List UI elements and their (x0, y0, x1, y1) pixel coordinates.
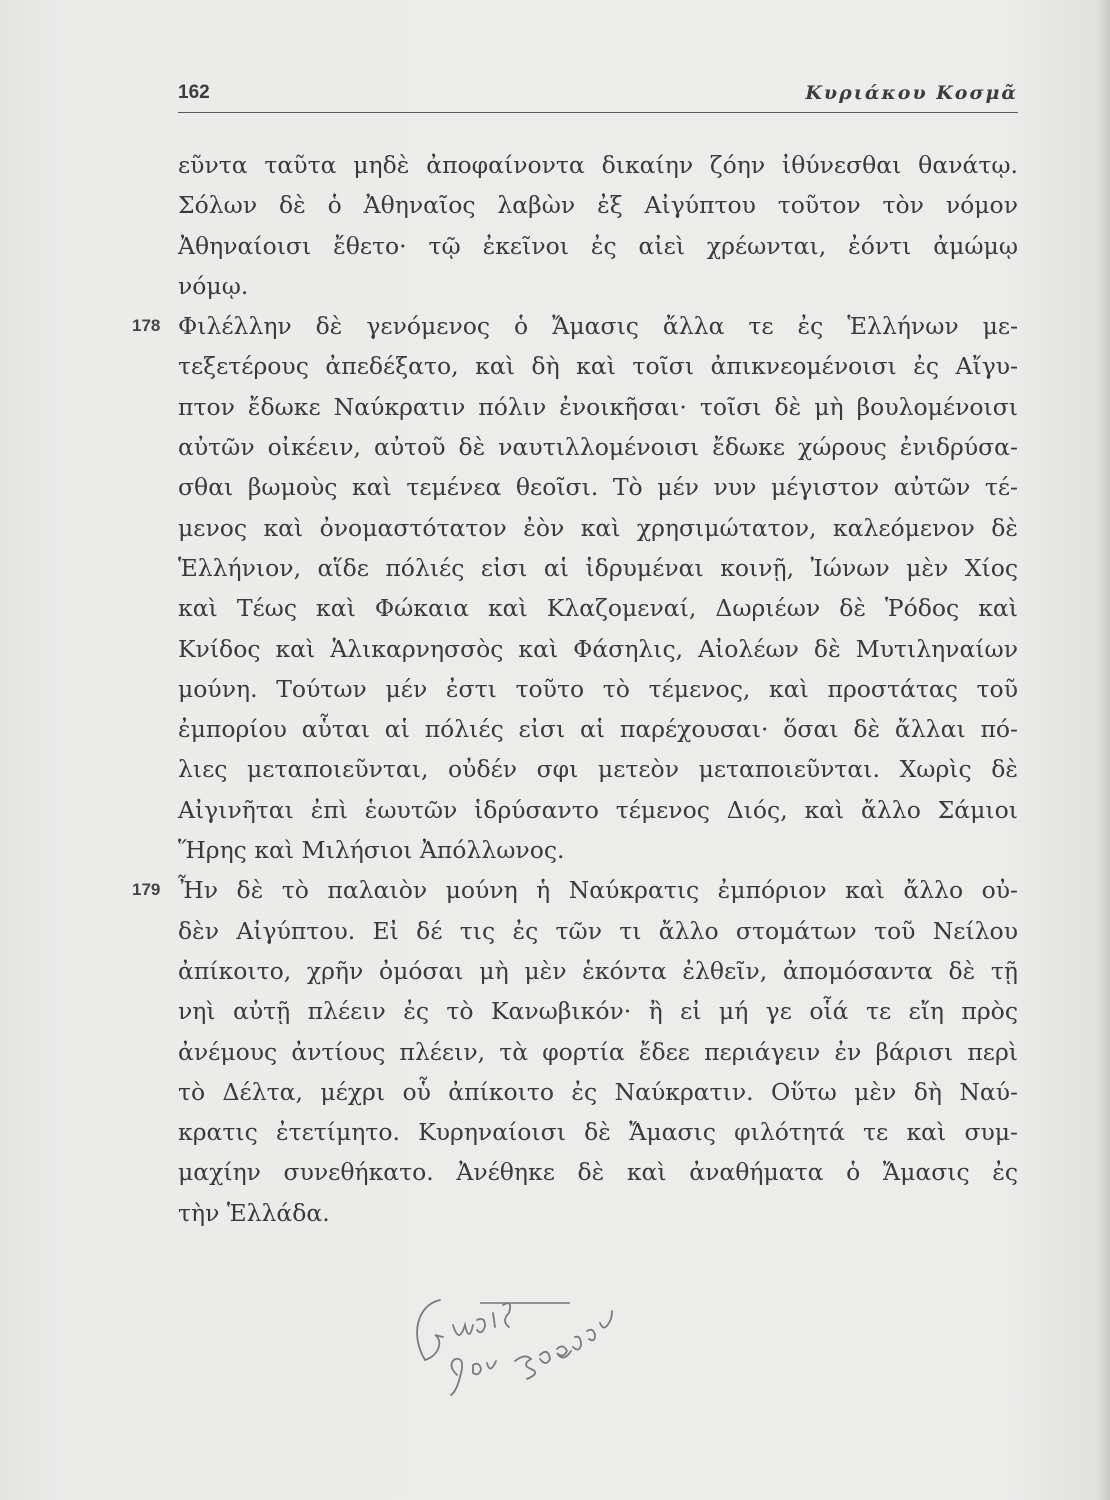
text-line (178, 387, 1018, 427)
line-text: Ἀθηναίοισι ἔθετο· τῷ ἐκεῖνοι ἐς αἰεὶ χρέωνται, ἐόντι ἀμώμῳ (178, 231, 1018, 260)
text-line (178, 1112, 1018, 1152)
line-text: μενος καὶ ὀνομαστότατον ἐὸν καὶ χρησιμώτατον, καλεόμενον δὲ (178, 513, 1018, 542)
line-text: τὸ Δέλτα, μέχρι οὗ ἀπίκοιτο ἐς Ναύκρατιν. Οὕτω μὲν δὴ Ναύ- (178, 1077, 1018, 1106)
line-text: Ἥρης καὶ Μιλήσιοι Ἀπόλλωνος. (178, 836, 565, 865)
line-text: λιες μεταποιεῦνται, οὐδέν σφι μετεὸν μεταποιεῦνται. Χωρὶς δὲ (178, 755, 1018, 784)
text-line (178, 1152, 1018, 1192)
line-text: Κνίδος καὶ Ἁλικαρνησσὸς καὶ Φάσηλις, Αἰολέων δὲ Μυτιληναίων (178, 634, 1018, 663)
text-line (178, 1032, 1018, 1072)
text-line (178, 467, 1018, 507)
text-line (178, 1193, 1018, 1233)
text-line (178, 991, 1018, 1031)
line-text: Σόλων δὲ ὁ Ἀθηναῖος λαβὼν ἐξ Αἰγύπτου τοῦτον τὸν νόμον (178, 191, 1018, 220)
line-text: ἐμπορίου αὗται αἱ πόλιές εἰσι αἱ παρέχουσαι· ὅσαι δὲ ἄλλαι πό- (178, 715, 1018, 744)
text-line (178, 1072, 1018, 1112)
text-line (178, 790, 1018, 830)
line-text: ἀνέμους ἀντίους πλέειν, τὰ φορτία ἔδεε περιάγειν ἐν βάρισι περὶ (178, 1037, 1018, 1066)
text-line (178, 830, 1018, 870)
line-text: ἀπίκοιτο, χρῆν ὀμόσαι μὴ μὲν ἑκόντα ἐλθεῖν, ἀπομόσαντα δὲ τῇ (178, 956, 1018, 985)
line-text: νόμῳ. (178, 271, 249, 300)
text-line (178, 669, 1018, 709)
section-number: 179 (132, 880, 161, 900)
text-line (178, 548, 1018, 588)
text-line (178, 427, 1018, 467)
line-text: νηὶ αὐτῇ πλέειν ἐς τὸ Κανωβικόν· ἢ εἰ μή γε οἷά τε εἴη πρὸς (178, 997, 1018, 1026)
handwritten-note (395, 1265, 675, 1415)
text-line (132, 870, 1018, 910)
line-text: μούνη. Τούτων μέν ἐστι τοῦτο τὸ τέμενος, καὶ προστάτας τοῦ (178, 674, 1018, 703)
line-text: Αἰγινῆται ἐπὶ ἑωυτῶν ἱδρύσαντο τέμενος Διός, καὶ ἄλλο Σάμιοι (178, 795, 1018, 824)
page-edge-shadow (1096, 0, 1110, 1500)
line-text: πτον ἔδωκε Ναύκρατιν πόλιν ἐνοικῆσαι· τοῖσι δὲ μὴ βουλομένοισι (178, 392, 1018, 421)
line-text: καὶ Τέως καὶ Φώκαια καὶ Κλαζομεναί, Δωριέων δὲ Ῥόδος καὶ (178, 594, 1018, 623)
text-line (178, 629, 1018, 669)
line-text: εῦντα ταῦτα μηδὲ ἀποφαίνοντα δικαίην ζόην ἰθύνεσθαι θανάτῳ. (178, 151, 1018, 179)
text-line (178, 266, 1018, 306)
text-line (132, 306, 1018, 346)
text-line (178, 709, 1018, 749)
line-text: σθαι βωμοὺς καὶ τεμένεα θεοῖσι. Τὸ μέν νυν μέγιστον αὐτῶν τέ- (178, 473, 1018, 502)
line-text: αὐτῶν οἰκέειν, αὐτοῦ δὲ ναυτιλλομένοισι ἔδωκε χώρους ἐνιδρύσα- (178, 433, 1018, 462)
text-line (178, 588, 1018, 628)
line-text: κρατις ἐτετίμητο. Κυρηναίοισι δὲ Ἄμασις φιλότητά τε καὶ συμ- (178, 1118, 1018, 1147)
line-text: τεξετέρους ἀπεδέξατο, καὶ δὴ καὶ τοῖσι ἀπικνεομένοισι ἐς Αἴγυ- (178, 352, 1018, 381)
text-line (178, 951, 1018, 991)
line-text: Ἑλλήνιον, αἵδε πόλιές εἰσι αἱ ἱδρυμέναι κοινῇ, Ἰώνων μὲν Χίος (178, 553, 1018, 582)
text-line (178, 508, 1018, 548)
line-text: Ἦν δὲ τὸ παλαιὸν μούνη ἡ Ναύκρατις ἐμπόριον καὶ ἄλλο οὐ- (178, 876, 1018, 905)
text-line (178, 346, 1018, 386)
line-text: μαχίην συνεθήκατο. Ἀνέθηκε δὲ καὶ ἀναθήματα ὁ Ἄμασις ἐς (178, 1158, 1018, 1187)
handwriting-line-1 (417, 1300, 510, 1360)
page-header (178, 82, 1018, 113)
page-number: 162 (178, 82, 210, 103)
line-text: Φιλέλλην δὲ γενόμενος ὁ Ἄμασις ἄλλα τε ἐς Ἑλλήνων με- (178, 312, 1018, 341)
section-number: 178 (132, 316, 161, 336)
line-text: τὴν Ἑλλάδα. (178, 1198, 330, 1227)
text-line (178, 226, 1018, 266)
running-head: Κυριάκου Κοσμᾶ (805, 82, 1018, 104)
text-line (178, 145, 1018, 185)
body-text (132, 145, 1018, 1233)
line-text: δὲν Αἰγύπτου. Εἰ δέ τις ἐς τῶν τι ἄλλο στομάτων τοῦ Νείλου (178, 916, 1018, 945)
handwriting-line-2 (451, 1311, 612, 1395)
text-line (178, 911, 1018, 951)
text-line (178, 749, 1018, 789)
text-line (178, 185, 1018, 225)
